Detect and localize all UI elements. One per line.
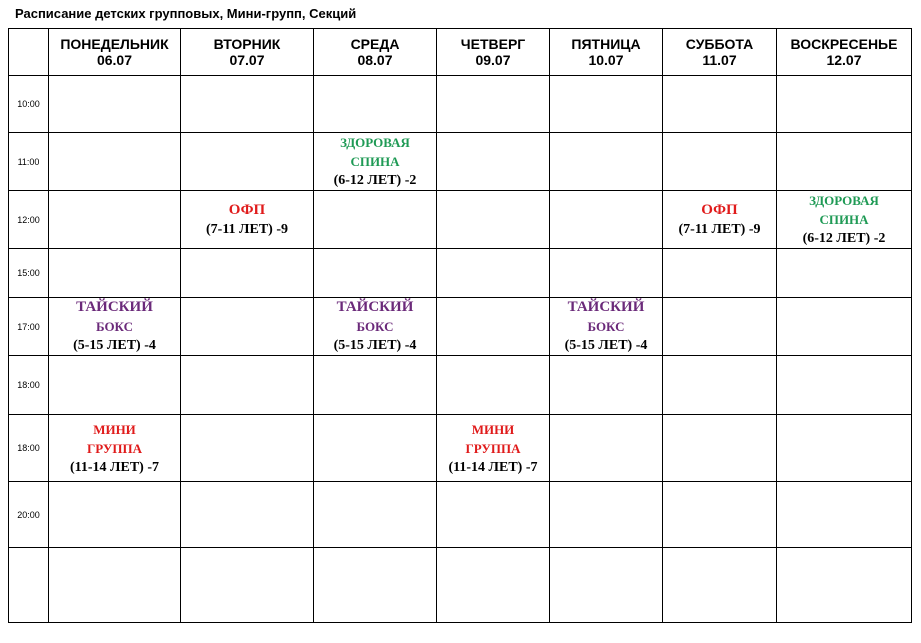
slot-cell — [181, 298, 314, 356]
slot-cell — [437, 298, 550, 356]
slot-cell — [663, 133, 777, 191]
class-age: (6-12 ЛЕТ) -2 — [802, 231, 886, 246]
slot-cell — [437, 191, 550, 249]
slot-cell — [663, 482, 777, 548]
slot-cell — [777, 548, 912, 623]
schedule-table — [8, 28, 912, 623]
slot-cell — [550, 133, 663, 191]
day-header-monday: ПОНЕДЕЛЬНИК 06.07 — [49, 29, 181, 76]
class-cell — [49, 415, 181, 482]
slot-cell — [663, 548, 777, 623]
class-age: (5-15 ЛЕТ) -4 — [73, 338, 156, 353]
slot-cell — [49, 76, 181, 133]
slot-cell — [550, 356, 663, 415]
class-age: (11-14 ЛЕТ) -7 — [70, 459, 159, 475]
class-thai-boxing — [49, 298, 180, 355]
class-age: (11-14 ЛЕТ) -7 — [448, 459, 538, 475]
day-header-friday: ПЯТНИЦА 10.07 — [550, 29, 663, 76]
class-name: СПИНА — [350, 154, 400, 169]
class-cell — [314, 298, 437, 356]
class-thai-boxing — [314, 298, 436, 355]
header-row — [9, 29, 912, 76]
class-name: СПИНА — [819, 212, 869, 227]
class-name: БОКС — [95, 319, 134, 334]
day-header-thursday: ЧЕТВЕРГ 09.07 — [437, 29, 550, 76]
class-cell — [550, 298, 663, 356]
slot-cell — [49, 482, 181, 548]
slot-cell — [663, 249, 777, 298]
slot-cell — [314, 415, 437, 482]
class-healthy-back — [314, 133, 436, 190]
slot-cell — [437, 548, 550, 623]
class-thai-boxing — [550, 298, 662, 355]
slot-cell — [181, 415, 314, 482]
class-age: (5-15 ЛЕТ) -4 — [564, 338, 648, 353]
day-header-tuesday: ВТОРНИК 07.07 — [181, 29, 314, 76]
slot-cell — [314, 482, 437, 548]
slot-cell — [550, 76, 663, 133]
slot-cell — [777, 356, 912, 415]
slot-cell — [314, 76, 437, 133]
slot-cell — [49, 249, 181, 298]
schedule-title: Расписание детских групповых, Мини-групп, Секций — [15, 6, 357, 21]
slot-cell — [550, 249, 663, 298]
class-name: ТАЙСКИЙ — [336, 299, 414, 315]
slot-cell — [777, 76, 912, 133]
slot-cell — [437, 356, 550, 415]
day-header-wednesday: СРЕДА 08.07 — [314, 29, 437, 76]
corner-cell — [9, 29, 49, 76]
slot-cell — [777, 249, 912, 298]
slot-cell — [314, 356, 437, 415]
class-ofp — [181, 201, 313, 239]
time-label: 11:00 — [9, 133, 49, 191]
slot-cell — [777, 298, 912, 356]
class-healthy-back — [777, 191, 911, 248]
class-cell — [663, 191, 777, 249]
class-name: ТАЙСКИЙ — [76, 299, 153, 315]
time-row — [9, 298, 912, 356]
class-name: МИНИ — [93, 421, 136, 437]
class-name: ЗДОРОВАЯ — [340, 135, 410, 150]
time-row — [9, 482, 912, 548]
class-age: (5-15 ЛЕТ) -4 — [333, 338, 417, 353]
slot-cell — [663, 298, 777, 356]
class-age: (7-11 ЛЕТ) -9 — [678, 221, 761, 237]
class-age: (6-12 ЛЕТ) -2 — [333, 173, 417, 188]
time-label — [9, 548, 49, 623]
class-cell — [777, 191, 912, 249]
slot-cell — [49, 548, 181, 623]
time-label: 20:00 — [9, 482, 49, 548]
class-cell — [49, 298, 181, 356]
slot-cell — [49, 133, 181, 191]
time-label: 12:00 — [9, 191, 49, 249]
time-row — [9, 249, 912, 298]
slot-cell — [550, 415, 663, 482]
time-label: 15:00 — [9, 249, 49, 298]
slot-cell — [437, 133, 550, 191]
class-mini-group — [49, 420, 180, 477]
class-name: БОКС — [587, 319, 625, 334]
slot-cell — [181, 133, 314, 191]
slot-cell — [550, 191, 663, 249]
class-name: ОФП — [228, 201, 266, 218]
time-label: 17:00 — [9, 298, 49, 356]
class-mini-group — [437, 420, 549, 477]
slot-cell — [181, 356, 314, 415]
slot-cell — [550, 482, 663, 548]
time-row — [9, 133, 912, 191]
slot-cell — [437, 76, 550, 133]
slot-cell — [777, 415, 912, 482]
slot-cell — [314, 548, 437, 623]
slot-cell — [550, 548, 663, 623]
slot-cell — [437, 482, 550, 548]
time-row — [9, 76, 912, 133]
time-row — [9, 191, 912, 249]
time-label: 18:00 — [9, 356, 49, 415]
day-header-saturday: СУББОТА 11.07 — [663, 29, 777, 76]
time-row — [9, 548, 912, 623]
slot-cell — [181, 249, 314, 298]
class-name: ОФП — [701, 201, 738, 218]
class-name: ГРУППА — [86, 440, 143, 456]
class-ofp — [663, 201, 776, 239]
slot-cell — [181, 548, 314, 623]
slot-cell — [314, 191, 437, 249]
class-name: МИНИ — [471, 421, 515, 437]
time-row — [9, 356, 912, 415]
time-label: 18:00 — [9, 415, 49, 482]
time-row — [9, 415, 912, 482]
class-cell — [437, 415, 550, 482]
slot-cell — [663, 356, 777, 415]
class-name: ЗДОРОВАЯ — [809, 193, 879, 208]
class-age: (7-11 ЛЕТ) -9 — [206, 221, 288, 237]
class-name: БОКС — [356, 319, 394, 334]
slot-cell — [181, 482, 314, 548]
slot-cell — [181, 76, 314, 133]
slot-cell — [663, 415, 777, 482]
class-name: ТАЙСКИЙ — [567, 299, 645, 315]
class-cell — [314, 133, 437, 191]
time-label: 10:00 — [9, 76, 49, 133]
slot-cell — [777, 133, 912, 191]
slot-cell — [437, 249, 550, 298]
slot-cell — [49, 356, 181, 415]
slot-cell — [663, 76, 777, 133]
slot-cell — [314, 249, 437, 298]
class-cell — [181, 191, 314, 249]
day-header-sunday: ВОСКРЕСЕНЬЕ 12.07 — [777, 29, 912, 76]
slot-cell — [49, 191, 181, 249]
slot-cell — [777, 482, 912, 548]
class-name: ГРУППА — [465, 440, 521, 456]
